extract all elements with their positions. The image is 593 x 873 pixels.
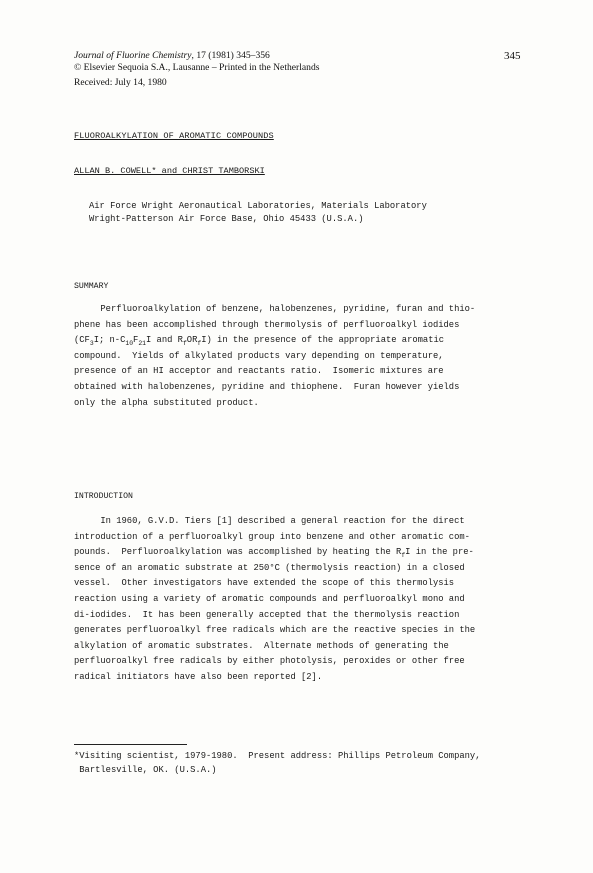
formula-text: I; n-C	[93, 335, 126, 346]
text-line: introduction of a perfluoroalkyl group into benzene and other aromatic com-	[74, 531, 470, 542]
text-line: alkylation of aromatic substrates. Alternate methods of generating the	[74, 640, 449, 651]
footnote	[74, 749, 480, 777]
summary-text	[74, 302, 532, 411]
received-date: Received: July 14, 1980	[74, 77, 167, 88]
introduction-text	[74, 514, 532, 686]
article-authors: ALLAN B. COWELL* and CHRIST TAMBORSKI	[74, 166, 265, 176]
introduction-heading: INTRODUCTION	[74, 492, 133, 501]
formula-subscript: f	[401, 552, 406, 560]
affiliation-line: Wright-Patterson Air Force Base, Ohio 45433 (U.S.A.)	[89, 214, 364, 224]
journal-citation	[74, 50, 319, 62]
text-line: only the alpha substituted product.	[74, 397, 259, 408]
text-line-formula	[74, 333, 532, 349]
publisher-line: © Elsevier Sequoia S.A., Lausanne – Printed in the Netherlands	[74, 61, 320, 73]
article-title: FLUOROALKYLATION OF AROMATIC COMPOUNDS	[74, 131, 274, 141]
text-line: In 1960, G.V.D. Tiers [1] described a general reaction for the direct	[74, 516, 465, 526]
affiliation-line: Air Force Wright Aeronautical Laboratories, Materials Laboratory	[89, 201, 427, 211]
text-line: perfluoroalkyl free radicals by either photolysis, peroxides or other free	[74, 656, 465, 667]
journal-header	[74, 50, 319, 89]
text-line: vessel. Other investigators have extended the scope of this thermolysis	[74, 578, 455, 589]
text-line: phene has been accomplished through thermolysis of perfluoroalkyl iodides	[74, 319, 460, 330]
formula-subscript: 10	[125, 340, 134, 348]
formula-text: I in the pre-	[405, 547, 474, 558]
footnote-line: Bartlesville, OK. (U.S.A.)	[74, 765, 217, 775]
text-line: obtained with halobenzenes, pyridine and thiophene. Furan however yields	[74, 381, 460, 392]
formula-subscript: 21	[138, 340, 146, 348]
text-line-formula	[74, 545, 532, 561]
text-line: sence of an aromatic substrate at 250°C (thermolysis reaction) in a closed	[74, 562, 465, 573]
journal-name: Journal of Fluorine Chemistry	[74, 50, 192, 61]
footnote-divider	[74, 744, 187, 745]
text-line: Perfluoroalkylation of benzene, halobenzenes, pyridine, furan and thio-	[74, 304, 476, 314]
formula-text: (CF	[74, 335, 90, 346]
formula-text: I and R	[146, 335, 183, 346]
text-line: radical initiators have also been reported [2].	[74, 671, 323, 682]
formula-text: OR	[186, 335, 198, 346]
formula-text: F	[133, 335, 139, 346]
summary-heading: SUMMARY	[74, 282, 109, 291]
affiliation	[89, 200, 427, 226]
footnote-line: *Visiting scientist, 1979-1980. Present address: Phillips Petroleum Company,	[74, 751, 481, 761]
text-line: di-iodides. It has been generally accepted that the thermolysis reaction	[74, 609, 460, 620]
text-line: compound. Yields of alkylated products vary depending on temperature,	[74, 350, 444, 361]
text-line: presence of an HI acceptor and reactants ratio. Isomeric mixtures are	[74, 366, 444, 377]
page-number: 345	[504, 50, 521, 62]
text-line: reaction using a variety of aromatic compounds and perfluoroalkyl mono and	[74, 593, 465, 604]
journal-reference: , 17 (1981) 345–356	[191, 50, 270, 61]
formula-subscript: f	[197, 340, 202, 348]
formula-text: I) in the presence of the appropriate aromatic	[201, 335, 445, 346]
formula-subscript: 3	[89, 340, 94, 348]
formula-text: pounds. Perfluoroalkylation was accomplished by heating the R	[74, 547, 402, 558]
formula-subscript: f	[182, 340, 187, 348]
text-line: generates perfluoroalkyl free radicals which are the reactive species in the	[74, 625, 476, 636]
